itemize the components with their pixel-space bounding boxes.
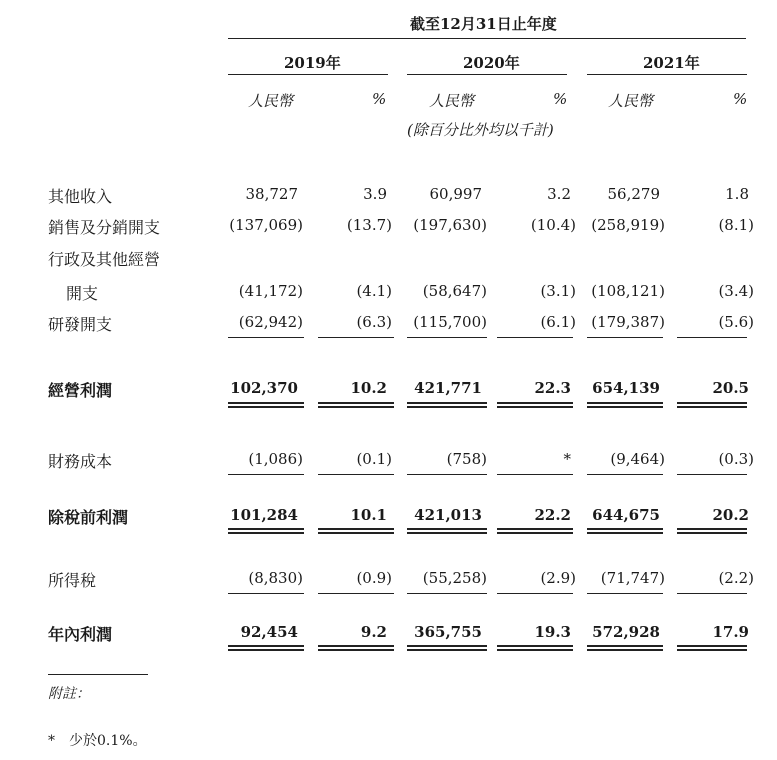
cell-finance-2020-pct: * <box>563 450 571 468</box>
drule-op-5a <box>587 402 663 404</box>
rule-after-finance-3 <box>407 474 487 475</box>
rule-after-rd-5 <box>587 337 663 338</box>
rule-after-rd-6 <box>677 337 747 338</box>
drule-op-1a <box>228 402 304 404</box>
row-label-operating-profit: 經營利潤 <box>48 381 113 400</box>
rule-after-rd-4 <box>497 337 573 338</box>
year-2021-heading: 2021年 <box>643 54 700 72</box>
cell-pfy-2020-rmb: 365,755 <box>414 623 482 641</box>
drule-pfy-4a <box>497 645 573 647</box>
drule-pfy-6b <box>677 649 747 651</box>
cell-selling-2019-rmb: (137,069) <box>229 216 303 234</box>
drule-pbt-1a <box>228 528 304 530</box>
rule-after-tax-6 <box>677 593 747 594</box>
cell-pbt-2021-rmb: 644,675 <box>592 506 660 524</box>
rule-after-tax-5 <box>587 593 663 594</box>
cell-selling-2020-rmb: (197,630) <box>413 216 487 234</box>
cell-rd-2019-pct: (6.3) <box>356 313 392 331</box>
cell-pbt-2019-pct: 10.1 <box>350 506 387 524</box>
cell-other-income-2020-rmb: 60,997 <box>429 185 482 203</box>
cell-rd-2021-rmb: (179,387) <box>591 313 665 331</box>
drule-pfy-4b <box>497 649 573 651</box>
cell-tax-2021-rmb: (71,747) <box>600 569 665 587</box>
rule-after-tax-2 <box>318 593 394 594</box>
cell-finance-2020-rmb: (758) <box>446 450 487 468</box>
cell-operating-2019-pct: 10.2 <box>350 379 387 397</box>
cell-admin-2021-rmb: (108,121) <box>591 282 665 300</box>
rule-after-finance-5 <box>587 474 663 475</box>
drule-op-6b <box>677 406 747 408</box>
rule-after-tax-3 <box>407 593 487 594</box>
cell-operating-2019-rmb: 102,370 <box>230 379 298 397</box>
pct-heading-2020: % <box>553 90 568 108</box>
drule-pfy-1b <box>228 649 304 651</box>
cell-other-income-2021-rmb: 56,279 <box>607 185 660 203</box>
row-label-finance-costs: 財務成本 <box>48 452 113 471</box>
cell-selling-2021-rmb: (258,919) <box>591 216 665 234</box>
notes-rule <box>48 674 148 675</box>
pct-heading-2021: % <box>733 90 748 108</box>
year-2020-rule <box>407 74 567 75</box>
drule-pbt-4b <box>497 532 573 534</box>
rule-after-finance-6 <box>677 474 747 475</box>
cell-selling-2021-pct: (8.1) <box>718 216 754 234</box>
drule-op-5b <box>587 406 663 408</box>
cell-rd-2021-pct: (5.6) <box>718 313 754 331</box>
year-2019-heading: 2019年 <box>284 54 341 72</box>
drule-pfy-2a <box>318 645 394 647</box>
cell-rd-2020-pct: (6.1) <box>540 313 576 331</box>
period-rule <box>228 38 746 39</box>
rule-after-tax-1 <box>228 593 304 594</box>
row-label-profit-for-year: 年內利潤 <box>48 625 113 644</box>
year-2021-rule <box>587 74 747 75</box>
drule-op-6a <box>677 402 747 404</box>
cell-admin-2020-rmb: (58,647) <box>422 282 487 300</box>
cell-selling-2020-pct: (10.4) <box>530 216 576 234</box>
cell-other-income-2019-rmb: 38,727 <box>245 185 298 203</box>
currency-heading-2019: 人民幣 <box>248 92 294 110</box>
drule-pbt-1b <box>228 532 304 534</box>
cell-pfy-2021-rmb: 572,928 <box>592 623 660 641</box>
year-2019-rule <box>228 74 388 75</box>
cell-pbt-2019-rmb: 101,284 <box>230 506 298 524</box>
cell-admin-2020-pct: (3.1) <box>540 282 576 300</box>
cell-tax-2020-rmb: (55,258) <box>422 569 487 587</box>
drule-op-3b <box>407 406 487 408</box>
drule-op-4a <box>497 402 573 404</box>
cell-admin-2021-pct: (3.4) <box>718 282 754 300</box>
drule-pbt-6a <box>677 528 747 530</box>
cell-operating-2020-rmb: 421,771 <box>414 379 482 397</box>
drule-pbt-3b <box>407 532 487 534</box>
drule-pbt-3a <box>407 528 487 530</box>
drule-op-2b <box>318 406 394 408</box>
cell-other-income-2020-pct: 3.2 <box>547 185 571 203</box>
cell-pfy-2019-rmb: 92,454 <box>240 623 298 641</box>
cell-finance-2021-rmb: (9,464) <box>610 450 665 468</box>
note-item: * 少於0.1%。 <box>48 733 147 749</box>
year-2020-heading: 2020年 <box>463 54 520 72</box>
rule-after-finance-4 <box>497 474 573 475</box>
cell-other-income-2021-pct: 1.8 <box>725 185 749 203</box>
cell-admin-2019-rmb: (41,172) <box>238 282 303 300</box>
drule-op-1b <box>228 406 304 408</box>
rule-after-finance-1 <box>228 474 304 475</box>
row-label-selling-expenses: 銷售及分銷開支 <box>48 218 161 237</box>
cell-admin-2019-pct: (4.1) <box>356 282 392 300</box>
cell-selling-2019-pct: (13.7) <box>346 216 392 234</box>
notes-title: 附註： <box>48 686 90 702</box>
period-heading: 截至12月31日止年度 <box>410 15 557 33</box>
cell-other-income-2019-pct: 3.9 <box>363 185 387 203</box>
drule-pbt-5a <box>587 528 663 530</box>
cell-pfy-2020-pct: 19.3 <box>534 623 571 641</box>
row-label-admin-expenses-cont: 開支 <box>66 284 99 303</box>
cell-operating-2021-pct: 20.5 <box>712 379 749 397</box>
cell-rd-2019-rmb: (62,942) <box>238 313 303 331</box>
drule-pbt-2a <box>318 528 394 530</box>
cell-pbt-2020-rmb: 421,013 <box>414 506 482 524</box>
currency-heading-2021: 人民幣 <box>608 92 654 110</box>
drule-op-4b <box>497 406 573 408</box>
drule-pbt-5b <box>587 532 663 534</box>
drule-pfy-3b <box>407 649 487 651</box>
drule-pbt-2b <box>318 532 394 534</box>
cell-finance-2019-rmb: (1,086) <box>248 450 303 468</box>
drule-pfy-5b <box>587 649 663 651</box>
row-label-profit-before-tax: 除稅前利潤 <box>48 508 129 527</box>
drule-pfy-3a <box>407 645 487 647</box>
cell-pfy-2021-pct: 17.9 <box>712 623 749 641</box>
rule-after-rd-3 <box>407 337 487 338</box>
pct-heading-2019: % <box>372 90 387 108</box>
cell-rd-2020-rmb: (115,700) <box>413 313 487 331</box>
cell-operating-2021-rmb: 654,139 <box>592 379 660 397</box>
drule-pfy-6a <box>677 645 747 647</box>
rule-after-finance-2 <box>318 474 394 475</box>
cell-pbt-2020-pct: 22.2 <box>534 506 571 524</box>
cell-tax-2021-pct: (2.2) <box>718 569 754 587</box>
drule-pfy-5a <box>587 645 663 647</box>
row-label-other-income: 其他收入 <box>48 187 113 206</box>
rule-after-rd-1 <box>228 337 304 338</box>
drule-pbt-4a <box>497 528 573 530</box>
drule-pfy-1a <box>228 645 304 647</box>
cell-tax-2020-pct: (2.9) <box>540 569 576 587</box>
drule-pfy-2b <box>318 649 394 651</box>
cell-pbt-2021-pct: 20.2 <box>712 506 749 524</box>
drule-pbt-6b <box>677 532 747 534</box>
row-label-admin-expenses: 行政及其他經營 <box>48 250 161 269</box>
rule-after-tax-4 <box>497 593 573 594</box>
cell-tax-2019-pct: (0.9) <box>356 569 392 587</box>
cell-pfy-2019-pct: 9.2 <box>360 623 387 641</box>
currency-heading-2020: 人民幣 <box>429 92 475 110</box>
rule-after-rd-2 <box>318 337 394 338</box>
unit-note: (除百分比外均以千計) <box>407 121 554 139</box>
cell-tax-2019-rmb: (8,830) <box>248 569 303 587</box>
drule-op-2a <box>318 402 394 404</box>
row-label-rd-expenses: 研發開支 <box>48 315 113 334</box>
row-label-income-tax: 所得稅 <box>48 571 97 590</box>
cell-operating-2020-pct: 22.3 <box>534 379 571 397</box>
cell-finance-2019-pct: (0.1) <box>356 450 392 468</box>
drule-op-3a <box>407 402 487 404</box>
cell-finance-2021-pct: (0.3) <box>718 450 754 468</box>
